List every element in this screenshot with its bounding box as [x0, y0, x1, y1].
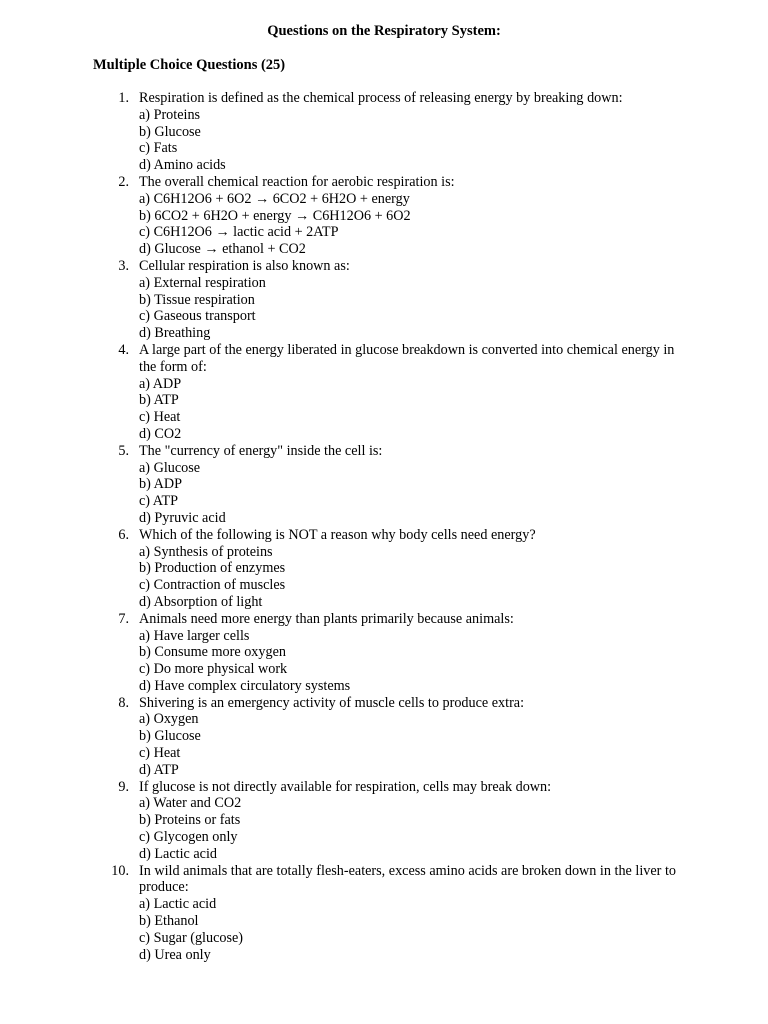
answer-option: b) Proteins or fats: [139, 812, 241, 829]
question-item: [0, 695, 768, 779]
answer-option: c) Sugar (glucose): [139, 929, 244, 946]
answer-option: c) ATP: [139, 493, 179, 510]
answer-option: b) Tissue respiration: [139, 291, 255, 308]
answer-option: b) Production of enzymes: [139, 560, 286, 577]
answer-option: d) Lactic acid: [139, 845, 217, 862]
question-item: [0, 443, 768, 527]
question-item: [0, 90, 768, 174]
question-text: Cellular respiration is also known as:: [139, 257, 350, 274]
answer-option: a) ADP: [139, 375, 182, 392]
question-text: Animals need more energy than plants primarily because animals:: [139, 610, 514, 627]
answer-option: b) Glucose: [139, 123, 201, 140]
answer-option: d) Glucose → ethanol + CO2: [139, 241, 306, 258]
answer-option: b) 6CO2 + 6H2O + energy → C6H12O6 + 6O2: [139, 207, 411, 224]
answer-option: b) ADP: [139, 476, 182, 493]
answer-option: a) Proteins: [139, 106, 201, 123]
question-text: If glucose is not directly available for respiration, cells may break down:: [139, 778, 552, 795]
question-item: [0, 174, 768, 258]
question-item: [0, 258, 768, 342]
question-number: 5.: [118, 442, 129, 459]
answer-option: c) Heat: [139, 745, 181, 762]
question-list: [0, 90, 768, 963]
question-text: A large part of the energy liberated in glucose breakdown is converted into chemical energy in the form of:: [139, 341, 675, 375]
answer-option: c) C6H12O6 → lactic acid + 2ATP: [139, 224, 339, 241]
answer-option: a) Lactic acid: [139, 896, 217, 913]
answer-option: a) Glucose: [139, 459, 201, 476]
question-number: 3.: [118, 257, 129, 274]
answer-option: b) ATP: [139, 392, 179, 409]
answer-option: a) External respiration: [139, 274, 266, 291]
question-number: 7.: [118, 610, 129, 627]
answer-option: d) Amino acids: [139, 157, 226, 174]
question-text: The overall chemical reaction for aerobic respiration is:: [139, 173, 455, 190]
question-text: In wild animals that are totally flesh-eaters, excess amino acids are broken down in the liver to produce:: [139, 862, 676, 896]
question-item: [0, 527, 768, 611]
question-text: Respiration is defined as the chemical process of releasing energy by breaking down:: [139, 90, 623, 106]
answer-option: d) Urea only: [139, 946, 211, 963]
question-number: 1.: [118, 90, 129, 106]
question-number: 10.: [111, 862, 129, 879]
answer-option: a) C6H12O6 + 6O2 → 6CO2 + 6H2O + energy: [139, 190, 410, 207]
question-item: [0, 779, 768, 863]
answer-option: d) ATP: [139, 761, 179, 778]
answer-option: c) Fats: [139, 140, 178, 157]
question-text: Shivering is an emergency activity of muscle cells to produce extra:: [139, 694, 525, 711]
answer-option: c) Contraction of muscles: [139, 577, 286, 594]
answer-option: b) Glucose: [139, 728, 201, 745]
page-title: Questions on the Respiratory System:: [267, 23, 501, 39]
answer-option: d) Have complex circulatory systems: [139, 677, 351, 694]
answer-option: a) Have larger cells: [139, 627, 250, 644]
question-number: 4.: [118, 341, 129, 358]
answer-option: c) Glycogen only: [139, 829, 238, 846]
answer-option: d) CO2: [139, 425, 182, 442]
question-text: Which of the following is NOT a reason why body cells need energy?: [139, 526, 536, 543]
question-number: 6.: [118, 526, 129, 543]
answer-option: c) Gaseous transport: [139, 308, 256, 325]
answer-option: a) Oxygen: [139, 711, 199, 728]
question-item: [0, 863, 768, 964]
answer-option: b) Consume more oxygen: [139, 644, 286, 661]
answer-option: c) Heat: [139, 409, 181, 426]
question-number: 8.: [118, 694, 129, 711]
answer-option: d) Absorption of light: [139, 593, 263, 610]
answer-option: a) Synthesis of proteins: [139, 543, 273, 560]
answer-option: a) Water and CO2: [139, 795, 242, 812]
answer-option: d) Pyruvic acid: [139, 509, 226, 526]
question-item: [0, 342, 768, 443]
answer-option: d) Breathing: [139, 325, 211, 342]
answer-option: b) Ethanol: [139, 913, 199, 930]
question-number: 2.: [118, 173, 129, 190]
section-heading: Multiple Choice Questions (25): [93, 57, 286, 73]
question-item: [0, 611, 768, 695]
question-text: The "currency of energy" inside the cell is:: [139, 442, 383, 459]
question-number: 9.: [118, 778, 129, 795]
answer-option: c) Do more physical work: [139, 661, 288, 678]
